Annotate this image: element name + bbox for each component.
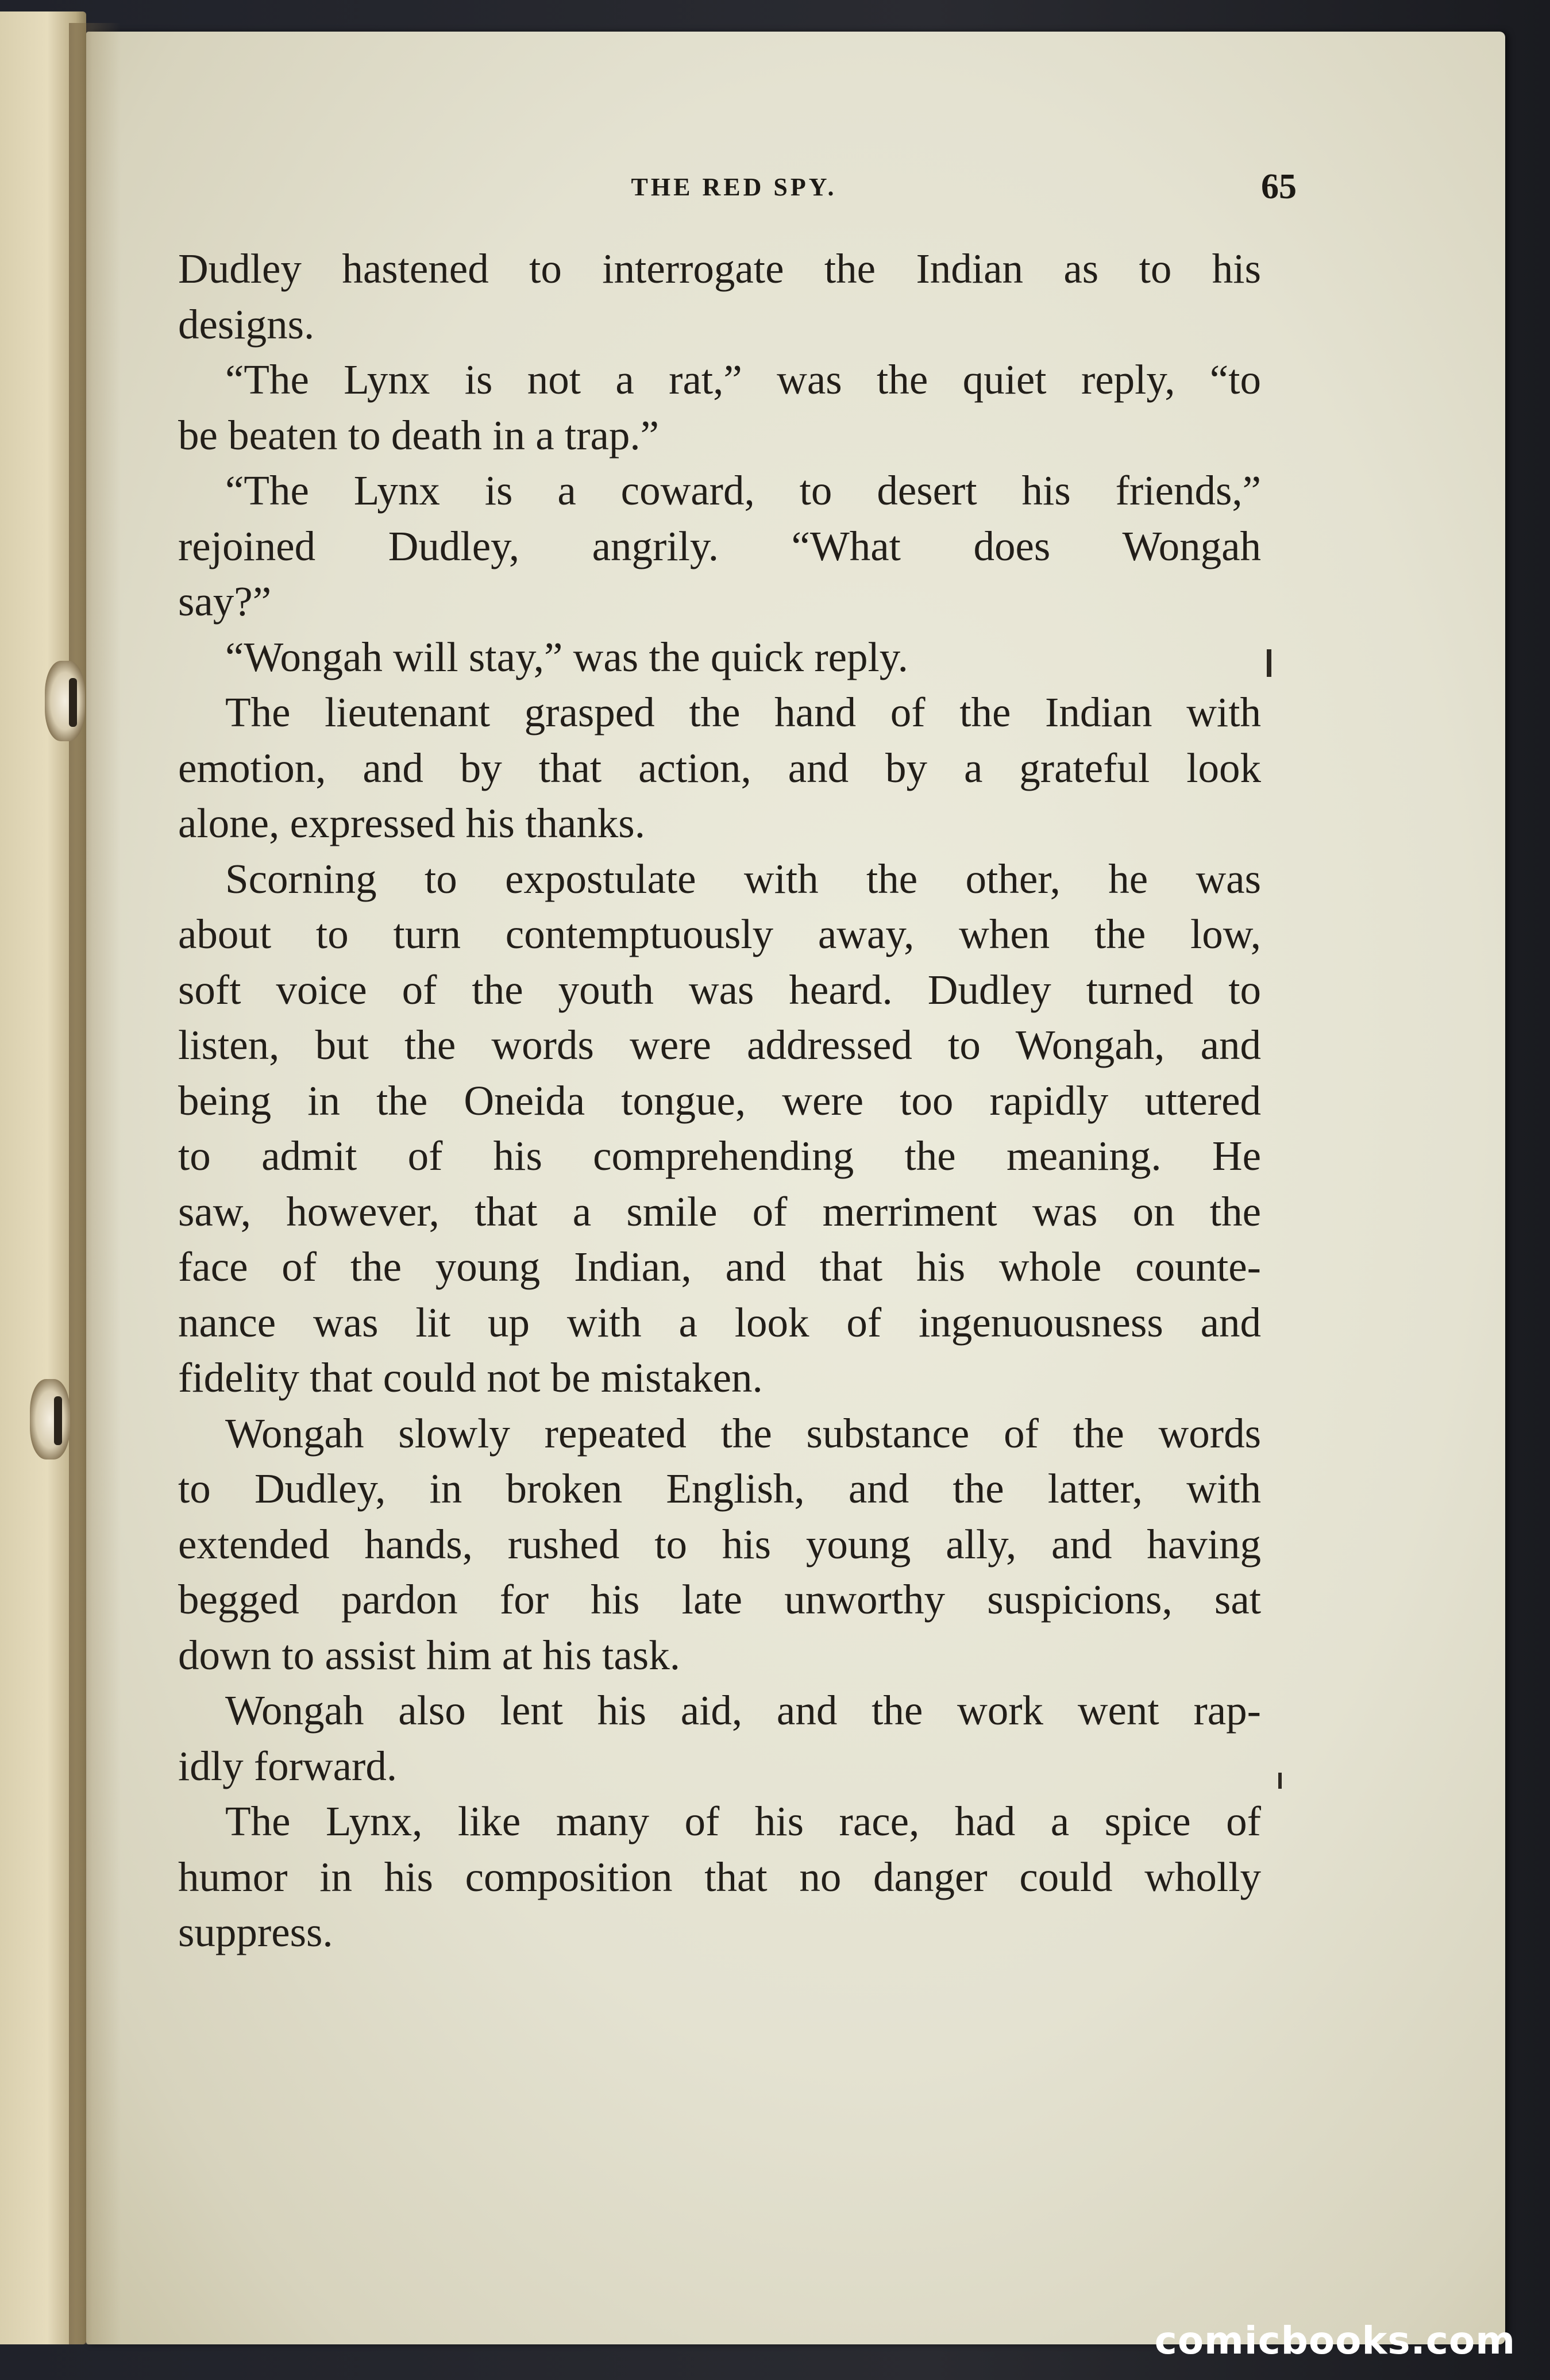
text-line: about to turn contemptuously away, when the low,	[178, 911, 1261, 957]
ink-speck	[1278, 1773, 1282, 1789]
text-line: be beaten to death in a trap.”	[178, 411, 660, 459]
page-number: 65	[1261, 167, 1297, 206]
text-line: “The Lynx is not a rat,” was the quiet reply, “to	[225, 356, 1261, 403]
text-line: suppress.	[178, 1909, 333, 1955]
text-line: idly forward.	[178, 1742, 398, 1789]
text-line: Wongah slowly repeated the substance of the words	[225, 1409, 1261, 1457]
text-line: designs.	[178, 301, 315, 348]
text-line: Dudley hastened to interrogate the Indian as to his	[178, 245, 1261, 292]
text-line: Wongah also lent his aid, and the work went rap-	[225, 1687, 1261, 1734]
text-line: humor in his composition that no danger could wholly	[178, 1853, 1261, 1900]
watermark: comicbooks.com	[1154, 2319, 1516, 2363]
running-head	[178, 167, 1297, 213]
text-line: down to assist him at his task.	[178, 1631, 680, 1678]
text-line: to Dudley, in broken English, and the latter, with	[178, 1465, 1261, 1512]
running-title: THE RED SPY.	[631, 173, 837, 201]
text-line: alone, expressed his thanks.	[178, 800, 645, 846]
text-line: say?”	[178, 578, 272, 625]
ink-speck	[1267, 649, 1271, 677]
text-line: listen, but the words were addressed to Wongah, and	[178, 1022, 1261, 1068]
text-line: “The Lynx is a coward, to desert his friends,”	[225, 467, 1261, 514]
text-line: rejoined Dudley, angrily. “What does Wongah	[178, 522, 1261, 569]
text-line: soft voice of the youth was heard. Dudley turned to	[178, 966, 1261, 1013]
text-line: extended hands, rushed to his young ally, and having	[178, 1520, 1261, 1568]
text-line: “Wongah will stay,” was the quick reply.	[225, 633, 908, 680]
text-line: to admit of his comprehending the meaning. He	[178, 1133, 1261, 1179]
binding-stitch-upper	[45, 661, 85, 741]
text-line: nance was lit up with a look of ingenuousness and	[178, 1299, 1261, 1346]
text-line: emotion, and by that action, and by a grateful look	[178, 744, 1261, 791]
text-line: being in the Oneida tongue, were too rapidly uttered	[178, 1077, 1261, 1124]
body-text	[178, 241, 1261, 1961]
text-line: begged pardon for his late unworthy suspicions, sat	[178, 1576, 1261, 1623]
binding-stitch-lower	[30, 1379, 70, 1459]
text-line: face of the young Indian, and that his whole counte-	[178, 1243, 1261, 1290]
text-line: saw, however, that a smile of merriment was on the	[178, 1188, 1261, 1235]
gutter-shadow	[69, 23, 121, 2344]
text-line: fidelity that could not be mistaken.	[178, 1354, 763, 1401]
text-line: The lieutenant grasped the hand of the Indian with	[225, 689, 1261, 735]
text-line: Scorning to expostulate with the other, he was	[225, 855, 1261, 902]
text-line: The Lynx, like many of his race, had a spice of	[225, 1798, 1261, 1844]
